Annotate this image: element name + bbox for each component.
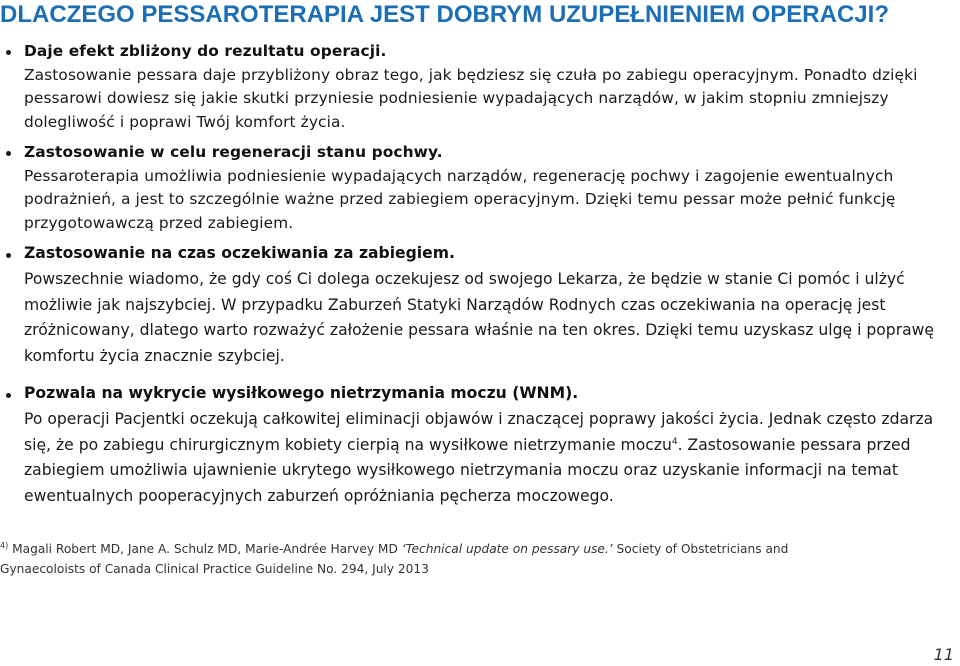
page-number: 11 (933, 645, 954, 664)
benefit-body: Powszechnie wiadomo, że gdy coś Ci dolega oczekujesz od swojego Lekarza, że będzie w stanie Ci pomóc i ulżyć możliwie jak najszybciej. W przypadku Zaburzeń Statyki Narządów Rodnych czas oczekiwania na operację jest zróżnicowany, dlatego warto rozważyć założenie pessara właśnie na ten okres. Dzięki temu uzyskasz ulgę i poprawę komfortu życia znacznie szybciej. (24, 269, 935, 366)
benefits-list (24, 40, 950, 510)
benefit-body: Zastosowanie pessara daje przybliżony obraz tego, jak będziesz się czuła po zabiegu operacyjnym. Ponadto dzięki pessarowi dowiesz się jakie skutki przyniesie podniesienie wypadających narządów, w jakim stopniu zmniejszy dolegliwość i poprawi Twój komfort życia. (24, 65, 918, 131)
benefit-item (24, 141, 950, 235)
benefit-heading: Zastosowanie w celu regeneracji stanu pochwy. (24, 143, 443, 161)
benefit-item (24, 40, 950, 134)
benefit-heading: Zastosowanie na czas oczekiwania za zabiegiem. (24, 244, 455, 262)
benefit-item (24, 241, 950, 370)
page-title: DLACZEGO PESSAROTERAPIA JEST DOBRYM UZUPEŁNIENIEM OPERACJI? (0, 1, 889, 28)
footnote-marker: 4) (0, 541, 9, 550)
benefit-body (24, 407, 950, 510)
benefit-body: Pessaroterapia umożliwia podniesienie wypadających narządów, regenerację pochwy i zagojenie ewentualnych podrażnień, a jest to szczególnie ważne przed zabiegiem operacyjnym. Dzięki temu pessar może pełnić funkcję przygotowawczą przed zabiegiem. (24, 166, 896, 232)
benefit-heading: Pozwala na wykrycie wysiłkowego nietrzymania moczu (WNM). (24, 383, 579, 402)
footnote-authors: Magali Robert MD, Jane A. Schulz MD, Marie-Andrée Harvey MD (12, 542, 402, 556)
benefit-body-text: Po operacji Pacjentki oczekują całkowitej eliminacji objawów i znaczącej poprawy jakości życia. Jednak często zdarza się, że po zabiegu chirurgicznym kobiety cierpią na wysiłkowe nietrzymanie moczu (24, 409, 934, 454)
footnote-title: ‘Technical update on pessary use.’ (401, 542, 613, 556)
footnote-source: Society of Obstetricians and Gynaecoloists of Canada Clinical Practice Guideline No. 294, July 2013 (0, 542, 789, 576)
footnote-reference: 4 (671, 436, 678, 447)
footnote (0, 539, 800, 579)
benefit-body-text: . Zastosowanie pessara przed zabiegiem umożliwia ujawnienie ukrytego wysiłkowego nietrzymania moczu oraz uzyskanie informacji na temat ewentualnych pooperacyjnych zaburzeń opróżniania pęcherza moczowego. (24, 435, 911, 506)
benefit-item (24, 381, 950, 510)
benefit-heading: Daje efekt zbliżony do rezultatu operacji. (24, 42, 387, 60)
